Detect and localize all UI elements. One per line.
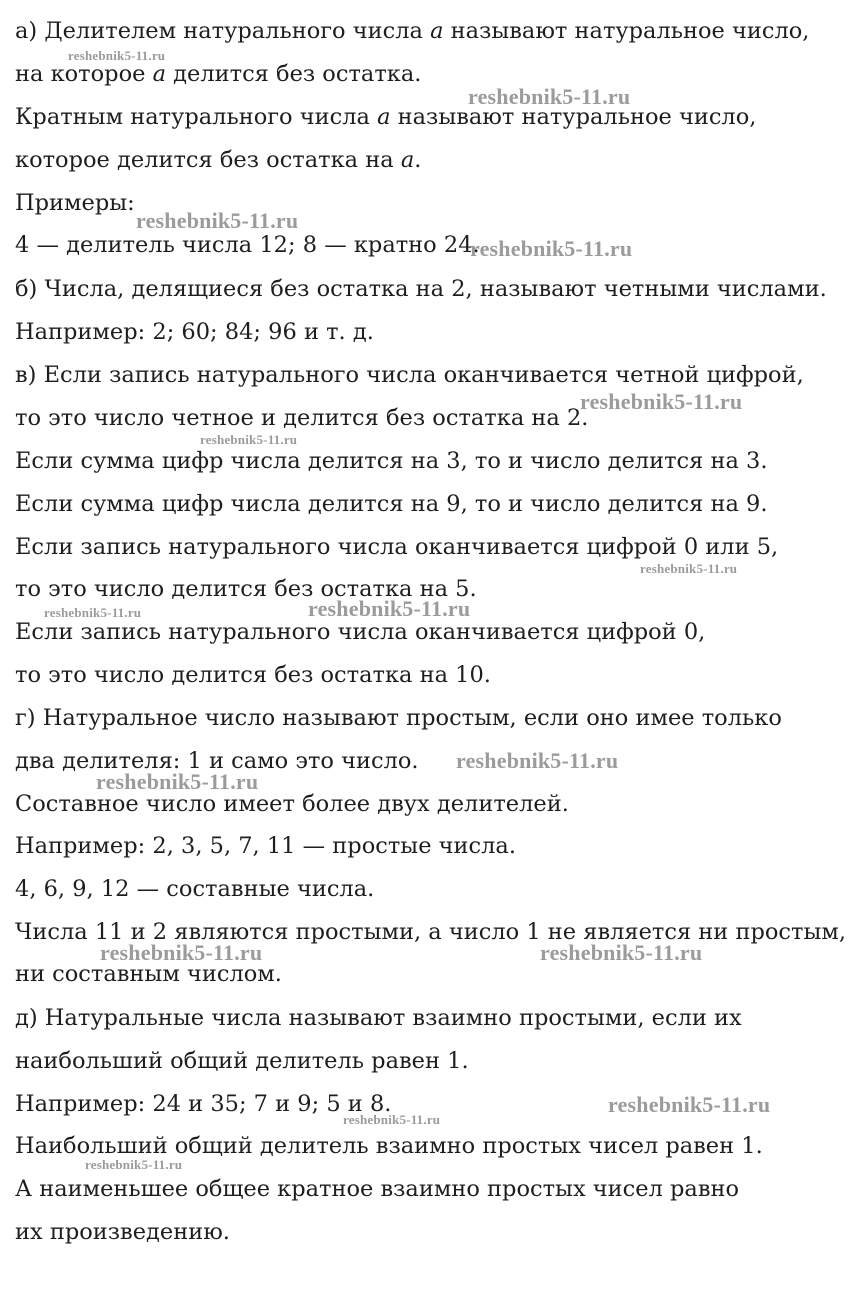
watermark: reshebnik5-11.ru bbox=[136, 208, 299, 233]
text-line: Числа 11 и 2 являются простыми, а число 1 не является ни простым, bbox=[15, 919, 847, 945]
watermark: reshebnik5-11.ru bbox=[308, 596, 471, 621]
watermark: reshebnik5-11.ru bbox=[470, 236, 633, 261]
text-line: Если сумма цифр числа делится на 9, то и число делится на 9. bbox=[15, 491, 768, 517]
text-line: то это число делится без остатка на 5. bbox=[15, 576, 477, 602]
watermark: reshebnik5-11.ru bbox=[85, 1157, 183, 1172]
text-line: 4, 6, 9, 12 — составные числа. bbox=[15, 876, 375, 902]
text-line: то это число делится без остатка на 10. bbox=[15, 662, 491, 688]
text-line: А наименьшее общее кратное взаимно простых чисел равно bbox=[15, 1176, 740, 1202]
text-line: которое делится без остатка на a. bbox=[15, 147, 422, 173]
text-line: на которое a делится без остатка. bbox=[15, 61, 422, 87]
text-line: г) Натуральное число называют простым, если оно имее только bbox=[15, 705, 782, 731]
text-line: Например: 2; 60; 84; 96 и т. д. bbox=[15, 319, 374, 345]
text-line: д) Натуральные числа называют взаимно простыми, если их bbox=[15, 1005, 742, 1031]
variable-a: a bbox=[430, 18, 444, 44]
text-line: ни составным числом. bbox=[15, 961, 282, 987]
watermark: reshebnik5-11.ru bbox=[540, 940, 703, 965]
variable-a: a bbox=[400, 147, 415, 173]
variable-a: a bbox=[377, 104, 391, 130]
text-line: то это число четное и делится без остатка на 2. bbox=[15, 405, 589, 431]
watermark: reshebnik5-11.ru bbox=[640, 561, 738, 576]
text-line: 4 — делитель числа 12; 8 — кратно 24. bbox=[15, 232, 480, 258]
watermark: reshebnik5-11.ru bbox=[68, 48, 166, 63]
text-line: Примеры: bbox=[15, 190, 135, 216]
variable-a: a bbox=[152, 61, 167, 87]
watermark: reshebnik5-11.ru bbox=[468, 84, 631, 109]
text-line: Если сумма цифр числа делится на 3, то и число делится на 3. bbox=[15, 448, 768, 474]
text-line: два делителя: 1 и само это число. bbox=[15, 748, 419, 774]
text-line: б) Числа, делящиеся без остатка на 2, называют четными числами. bbox=[15, 276, 827, 302]
text-line: Например: 24 и 35; 7 и 9; 5 и 8. bbox=[15, 1091, 392, 1117]
text-line: Если запись натурального числа оканчивается цифрой 0 или 5, bbox=[15, 534, 779, 560]
text-line: в) Если запись натурального числа оканчивается четной цифрой, bbox=[15, 362, 804, 388]
watermark: reshebnik5-11.ru bbox=[608, 1092, 771, 1117]
text-line: наибольший общий делитель равен 1. bbox=[15, 1048, 469, 1074]
watermark: reshebnik5-11.ru bbox=[44, 605, 142, 620]
text-line: Например: 2, 3, 5, 7, 11 — простые числа. bbox=[15, 833, 516, 859]
text-line: Если запись натурального числа оканчивается цифрой 0, bbox=[15, 619, 706, 645]
text-line: Наибольший общий делитель взаимно простых чисел равен 1. bbox=[15, 1133, 763, 1159]
watermark: reshebnik5-11.ru bbox=[200, 432, 298, 447]
watermark: reshebnik5-11.ru bbox=[343, 1112, 441, 1127]
text-line: их произведению. bbox=[15, 1219, 230, 1245]
text-line: а) Делителем натурального числа a называют натуральное число, bbox=[15, 18, 810, 44]
watermark: reshebnik5-11.ru bbox=[580, 389, 743, 414]
watermark: reshebnik5-11.ru bbox=[456, 748, 619, 773]
watermark: reshebnik5-11.ru bbox=[100, 940, 263, 965]
text-line: Кратным натурального числа a называют натуральное число, bbox=[15, 104, 757, 130]
text-line: Составное число имеет более двух делителей. bbox=[15, 791, 569, 817]
watermark: reshebnik5-11.ru bbox=[96, 769, 259, 794]
